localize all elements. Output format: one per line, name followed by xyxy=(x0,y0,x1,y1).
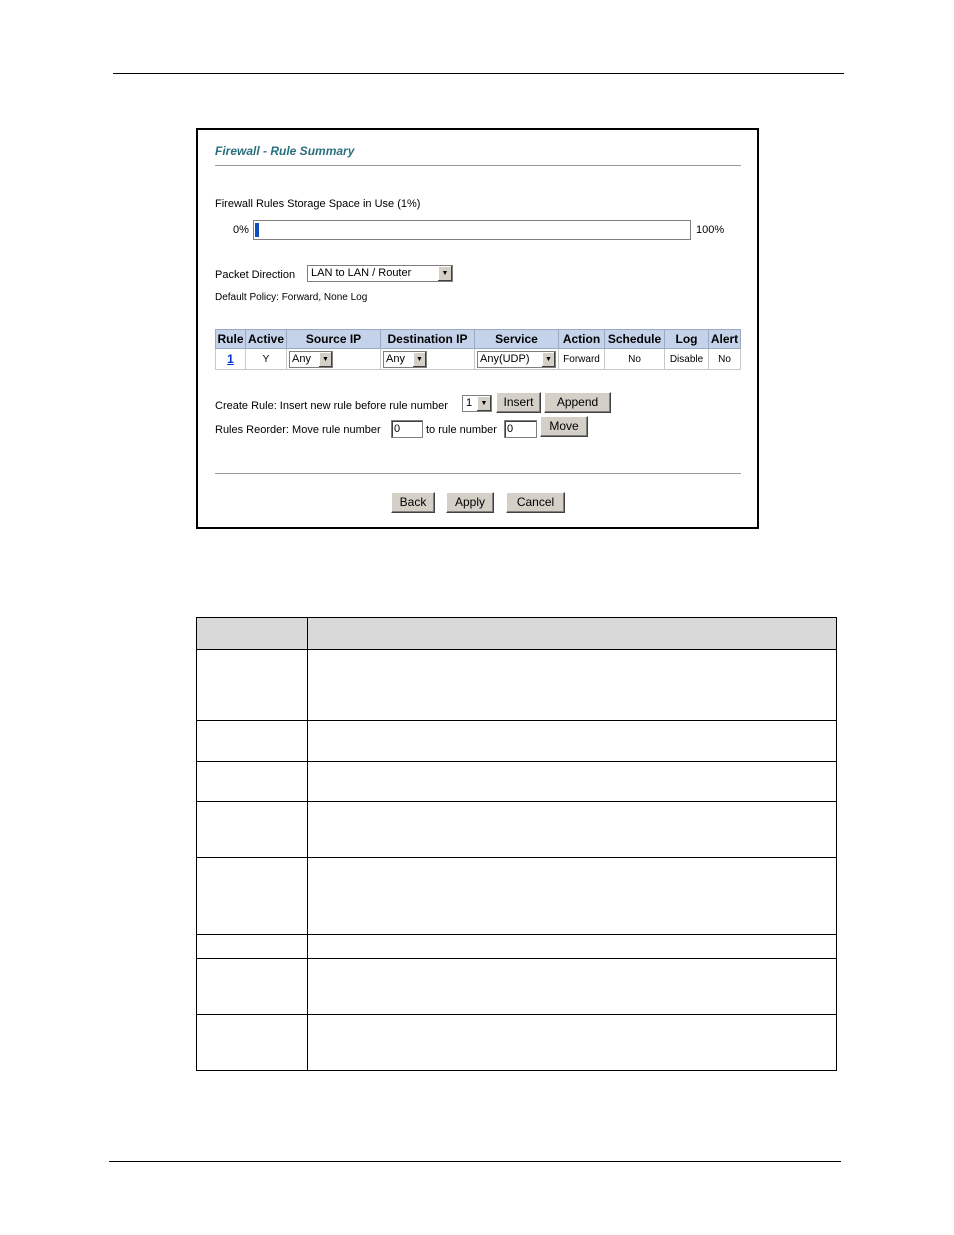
chevron-down-icon[interactable]: ▼ xyxy=(413,352,426,367)
chevron-down-icon[interactable]: ▼ xyxy=(476,396,491,411)
action-value: Forward xyxy=(559,349,605,370)
col-action: Action xyxy=(559,330,605,349)
rules-table xyxy=(215,329,741,370)
table-row xyxy=(197,762,837,802)
reorder-to-input[interactable]: 0 xyxy=(504,420,537,438)
append-button[interactable]: Append xyxy=(544,392,611,413)
footer-rule xyxy=(109,1161,841,1162)
col-destination-ip: Destination IP xyxy=(381,330,475,349)
create-rule-value: 1 xyxy=(466,397,473,409)
col-active: Active xyxy=(246,330,287,349)
chevron-down-icon[interactable]: ▼ xyxy=(437,266,452,281)
apply-button[interactable]: Apply xyxy=(446,492,494,513)
description-table-header xyxy=(197,618,837,650)
back-button[interactable]: Back xyxy=(391,492,435,513)
col-rule: Rule xyxy=(216,330,246,349)
chevron-down-icon[interactable]: ▼ xyxy=(542,352,555,367)
col-source-ip: Source IP xyxy=(287,330,381,349)
destination-ip-value: Any xyxy=(386,352,405,365)
col-log: Log xyxy=(665,330,709,349)
cancel-button[interactable]: Cancel xyxy=(506,492,565,513)
col-alert: Alert xyxy=(709,330,741,349)
storage-label: Firewall Rules Storage Space in Use (1%) xyxy=(215,198,421,210)
reorder-to-label: to rule number xyxy=(426,424,497,436)
active-value: Y xyxy=(246,349,287,370)
destination-ip-select[interactable] xyxy=(383,351,427,368)
create-rule-label: Create Rule: Insert new rule before rule number xyxy=(215,400,448,412)
default-policy: Default Policy: Forward, None Log xyxy=(215,292,368,303)
col-service: Service xyxy=(475,330,559,349)
source-ip-select[interactable] xyxy=(289,351,333,368)
screenshot-frame xyxy=(196,128,759,529)
progress-max-label: 100% xyxy=(696,224,725,236)
source-ip-value: Any xyxy=(292,352,311,365)
rule-number-link[interactable]: 1 xyxy=(227,352,234,366)
table-row xyxy=(197,721,837,762)
bottom-divider xyxy=(215,473,741,475)
table-row xyxy=(197,858,837,935)
title-divider xyxy=(215,165,741,167)
table-row xyxy=(197,1015,837,1071)
storage-progress-bar xyxy=(253,220,691,240)
table-row xyxy=(197,935,837,959)
header-rule xyxy=(113,73,844,74)
table-row xyxy=(197,959,837,1015)
packet-direction-select[interactable] xyxy=(307,265,453,282)
description-table xyxy=(196,617,837,1071)
move-button[interactable]: Move xyxy=(540,416,588,437)
rules-table-header xyxy=(216,330,741,349)
schedule-value: No xyxy=(605,349,665,370)
insert-button[interactable]: Insert xyxy=(496,392,541,413)
table-row xyxy=(197,802,837,858)
chevron-down-icon[interactable]: ▼ xyxy=(319,352,332,367)
progress-min-label: 0% xyxy=(233,224,249,236)
alert-value: No xyxy=(709,349,741,370)
page-title: Firewall - Rule Summary xyxy=(215,144,355,158)
col-schedule: Schedule xyxy=(605,330,665,349)
storage-progress-fill xyxy=(255,223,259,237)
reorder-label: Rules Reorder: Move rule number xyxy=(215,424,381,436)
reorder-from-input[interactable]: 0 xyxy=(391,420,423,438)
log-value: Disable xyxy=(665,349,709,370)
packet-direction-label: Packet Direction xyxy=(215,269,296,281)
packet-direction-value: LAN to LAN / Router xyxy=(311,267,412,279)
service-value: Any(UDP) xyxy=(480,352,530,365)
create-rule-select[interactable] xyxy=(462,395,492,412)
table-row xyxy=(216,349,741,370)
table-row xyxy=(197,650,837,721)
service-select[interactable] xyxy=(477,351,556,368)
